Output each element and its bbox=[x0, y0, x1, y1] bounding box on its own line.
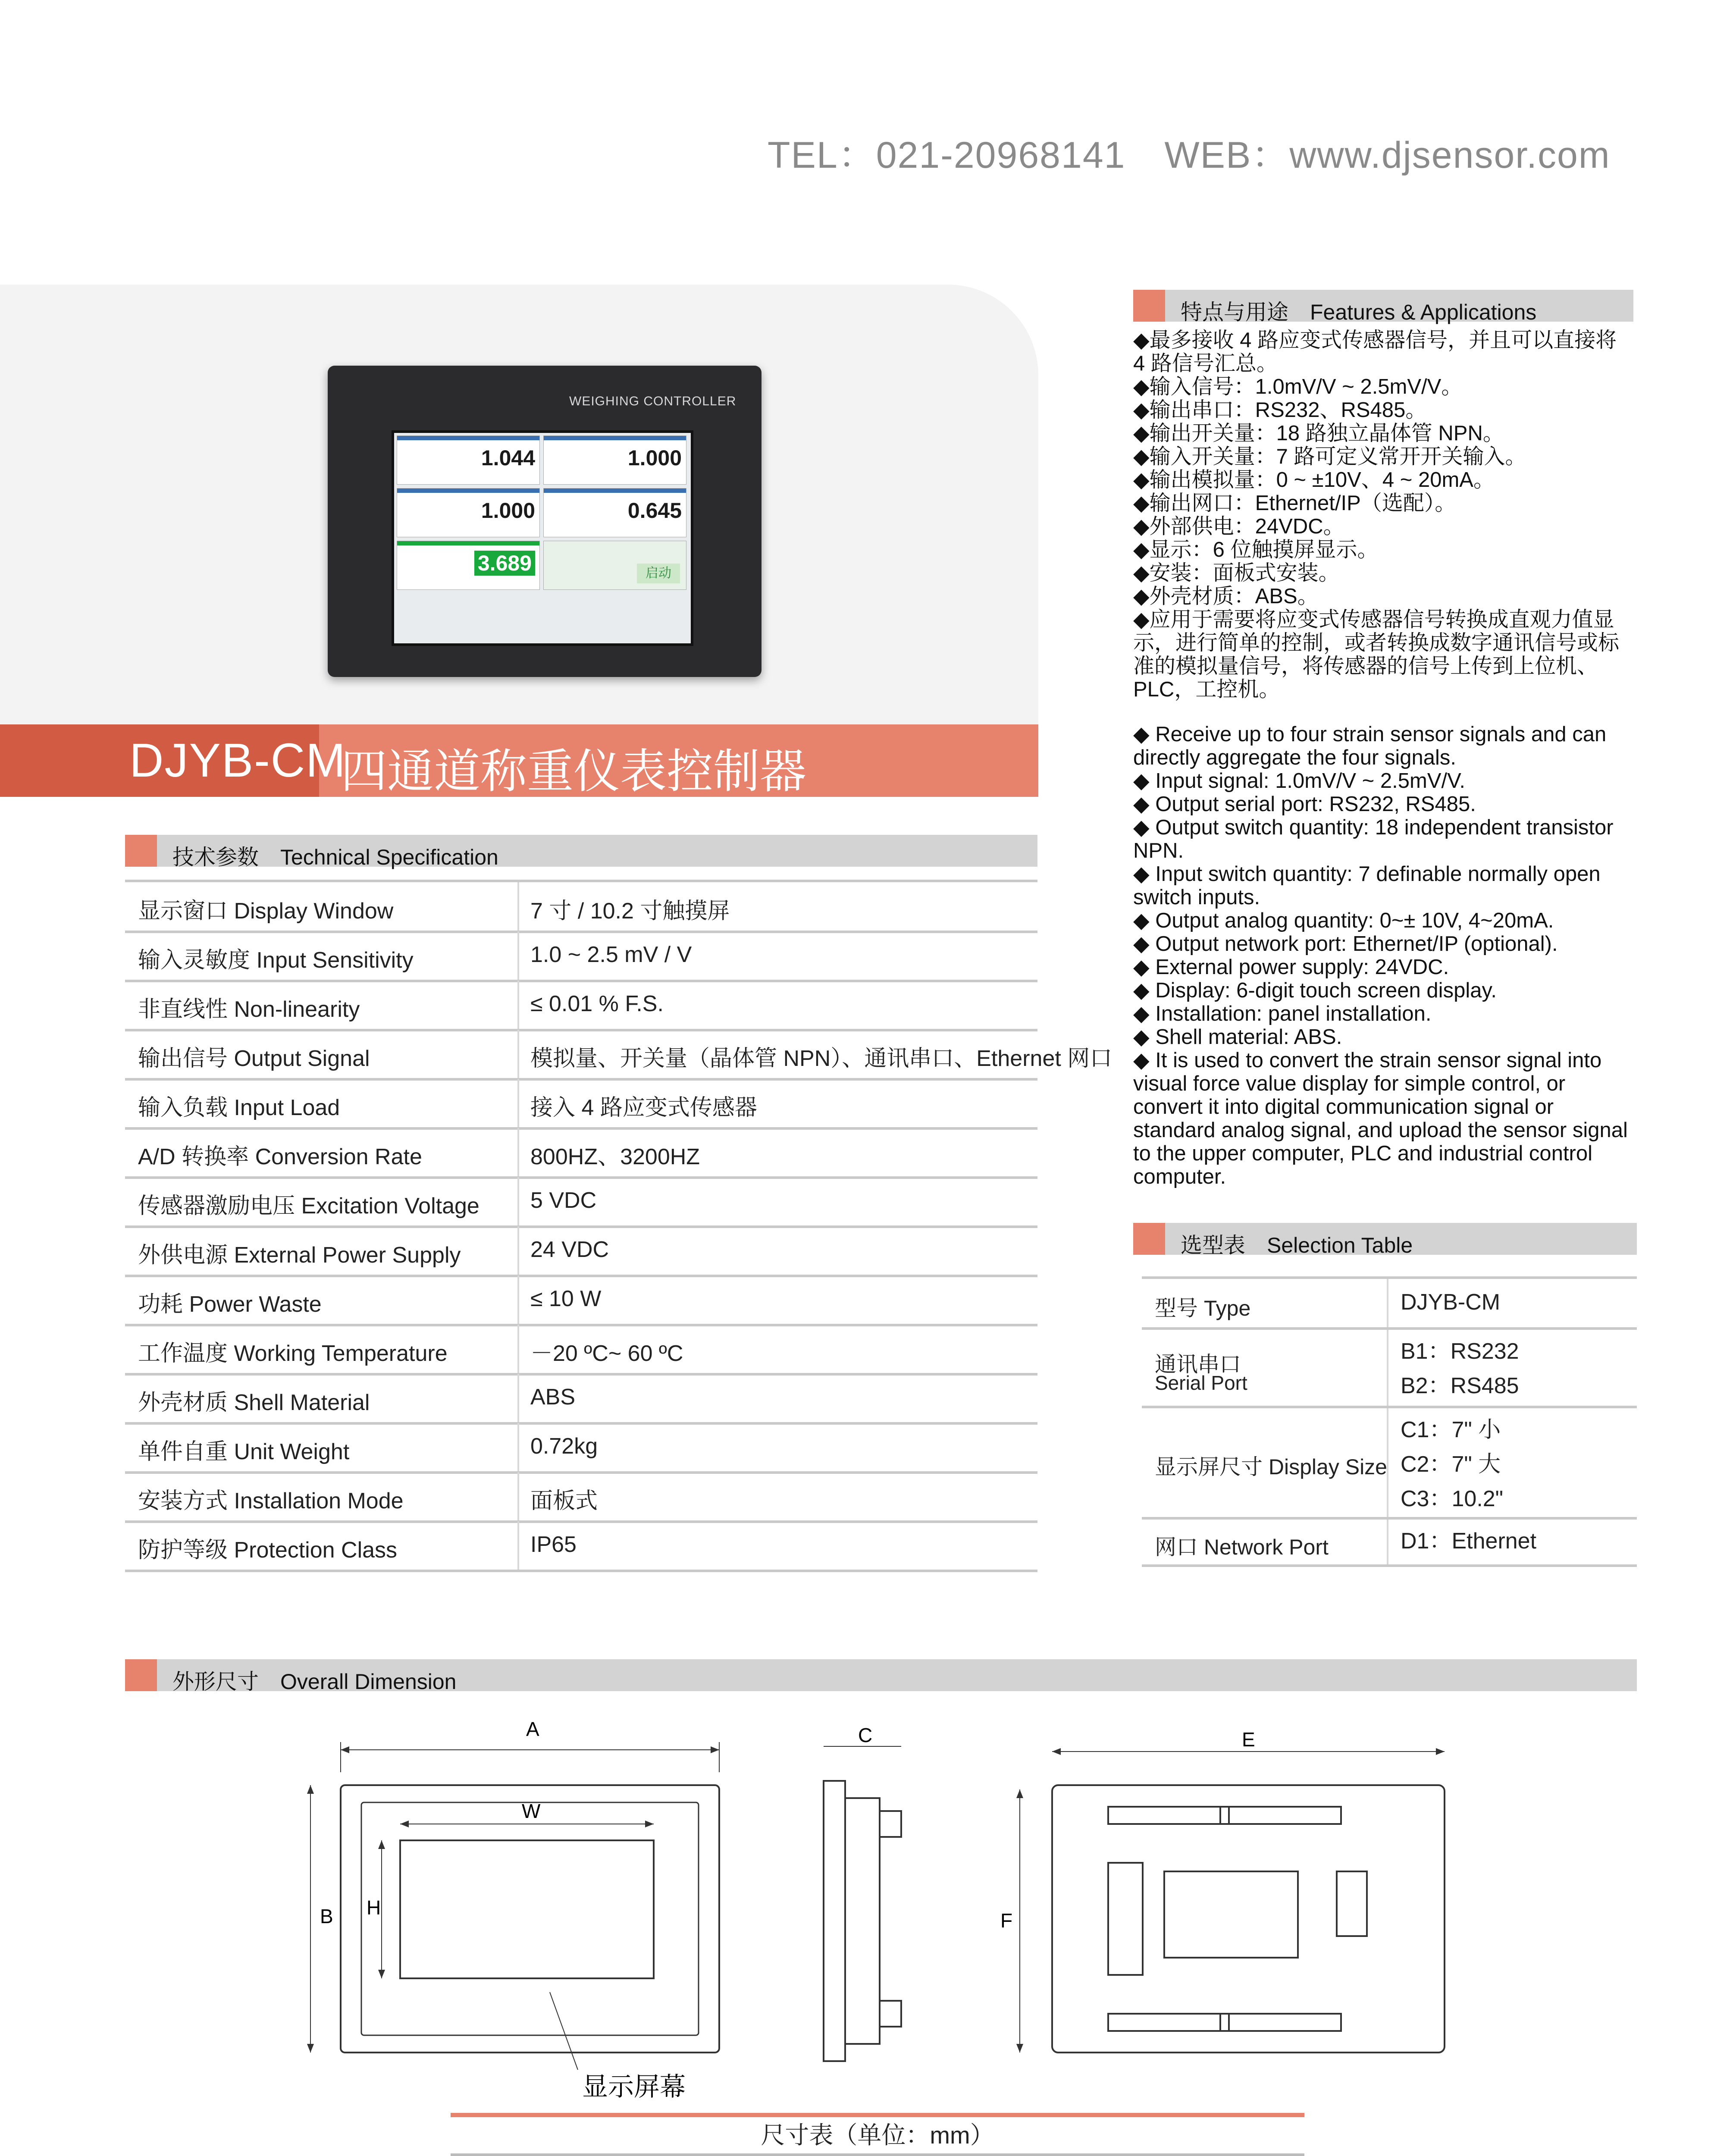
spec-row bbox=[125, 1128, 1037, 1179]
spec-key: 传感器激励电压 Excitation Voltage bbox=[138, 1194, 479, 1219]
dimension-table bbox=[451, 2113, 1304, 2156]
feature-en-item: ◆ Display: 6-digit touch screen display. bbox=[1133, 979, 1497, 1002]
features-cn bbox=[1133, 329, 1633, 701]
feature-cn-item: ◆外壳材质：ABS。 bbox=[1133, 585, 1319, 608]
tech-spec-header bbox=[125, 835, 1037, 867]
rear-view-outline bbox=[1052, 1785, 1445, 2053]
reading-tile bbox=[397, 488, 540, 537]
tech-spec-title: 技术参数 Technical Specification bbox=[172, 845, 498, 869]
spec-row bbox=[125, 1325, 1037, 1376]
spec-key: 工作温度 Working Temperature bbox=[138, 1341, 448, 1366]
spec-value: ≤ 0.01 % F.S. bbox=[530, 991, 664, 1016]
feature-en-item: ◆ Output analog quantity: 0~± 10V, 4~20mA. bbox=[1133, 909, 1554, 932]
front-view-screen bbox=[400, 1840, 654, 1978]
selection-row bbox=[1142, 1408, 1637, 1520]
reading-tile bbox=[397, 541, 540, 590]
feature-cn-item: ◆外部供电：24VDC。 bbox=[1133, 515, 1344, 538]
spec-key: 安装方式 Installation Mode bbox=[138, 1489, 404, 1514]
spec-key: 输入灵敏度 Input Sensitivity bbox=[138, 948, 414, 973]
selection-row bbox=[1142, 1520, 1637, 1567]
selection-value: DJYB-CM bbox=[1401, 1290, 1501, 1315]
terminal-block bbox=[1108, 2014, 1229, 2031]
spec-row bbox=[125, 1423, 1037, 1474]
selection-key-en: Serial Port bbox=[1155, 1372, 1247, 1394]
feature-en-item: ◆ Output network port: Ethernet/IP (optional). bbox=[1133, 932, 1558, 956]
feature-cn-item: ◆显示：6 位触摸屏显示。 bbox=[1133, 538, 1379, 561]
spec-key: 防护等级 Protection Class bbox=[138, 1538, 398, 1563]
reading-value: 1.044 bbox=[481, 446, 535, 470]
terminal-block bbox=[1108, 1807, 1229, 1824]
product-name: 四通道称重仪表控制器 bbox=[341, 745, 807, 797]
side-view-body bbox=[845, 1798, 880, 2044]
selection-row bbox=[1142, 1279, 1637, 1330]
reading-value: 3.689 bbox=[474, 551, 535, 576]
spec-key: 输入负载 Input Load bbox=[138, 1095, 340, 1120]
spec-key: 非直线性 Non-linearity bbox=[138, 997, 360, 1022]
spec-row bbox=[125, 1030, 1112, 1081]
spec-row bbox=[125, 1472, 1037, 1523]
feature-cn-item: ◆安装：面板式安装。 bbox=[1133, 561, 1340, 585]
feature-cn-item: ◆输出开关量：18 路独立晶体管 NPN。 bbox=[1133, 422, 1504, 445]
label-E: E bbox=[1242, 1728, 1255, 1751]
spec-value: ≤ 10 W bbox=[530, 1286, 602, 1311]
start-button: 启动 bbox=[637, 564, 680, 583]
reading-tile bbox=[543, 488, 686, 537]
contact-info bbox=[768, 125, 1611, 179]
side-view-outline bbox=[824, 1781, 845, 2061]
selection-value: B2：RS485 bbox=[1401, 1373, 1519, 1398]
label-H: H bbox=[367, 1896, 381, 1919]
feature-en-item: ◆ Output serial port: RS232, RS485. bbox=[1133, 793, 1476, 816]
label-B: B bbox=[320, 1905, 333, 1927]
button-panel bbox=[543, 541, 686, 590]
label-F: F bbox=[1000, 1909, 1013, 1932]
spec-value: 面板式 bbox=[530, 1489, 598, 1514]
rear-label-area bbox=[1164, 1871, 1298, 1958]
selection-value: C2：7" 大 bbox=[1401, 1452, 1501, 1477]
spec-value: 0.72kg bbox=[530, 1434, 598, 1459]
spec-key: 显示窗口 Display Window bbox=[138, 899, 394, 924]
dimension-title: 外形尺寸 Overall Dimension bbox=[172, 1670, 457, 1694]
feature-cn-item: ◆输出网口：Ethernet/IP（选配）。 bbox=[1133, 492, 1456, 515]
reading-value: 0.645 bbox=[627, 498, 682, 523]
selection-header bbox=[1133, 1223, 1637, 1255]
spec-key: 功耗 Power Waste bbox=[138, 1292, 322, 1317]
label-A: A bbox=[526, 1718, 539, 1740]
spec-value: 模拟量、开关量（晶体管 NPN）、通讯串口、Ethernet 网口 bbox=[530, 1046, 1112, 1071]
features-en bbox=[1133, 723, 1633, 1188]
reading-tile bbox=[397, 436, 540, 485]
label-W: W bbox=[522, 1800, 541, 1822]
feature-cn-item: ◆输入信号：1.0mV/V ~ 2.5mV/V。 bbox=[1133, 375, 1463, 398]
selection-value: C3：10.2" bbox=[1401, 1486, 1504, 1511]
front-view-outline bbox=[341, 1785, 719, 2053]
reading-value: 1.000 bbox=[481, 498, 535, 523]
feature-en-item: ◆ Installation: panel installation. bbox=[1133, 1002, 1432, 1025]
reading-tile bbox=[543, 436, 686, 485]
feature-en-item: ◆ Input switch quantity: 7 definable normally open switch inputs. bbox=[1133, 862, 1601, 909]
selection-row bbox=[1142, 1330, 1637, 1408]
device-photo bbox=[328, 366, 761, 677]
spec-row bbox=[125, 1079, 1037, 1130]
selection-value: C1：7" 小 bbox=[1401, 1417, 1501, 1442]
spec-row bbox=[125, 1177, 1037, 1228]
selection-value: B1：RS232 bbox=[1401, 1339, 1519, 1364]
spec-value: 5 VDC bbox=[530, 1188, 597, 1213]
selection-key: 通讯串口 bbox=[1155, 1352, 1241, 1376]
spec-value: IP65 bbox=[530, 1532, 577, 1557]
spec-value: ABS bbox=[530, 1385, 576, 1410]
spec-row bbox=[125, 931, 1037, 982]
feature-cn-item: ◆最多接收 4 路应变式传感器信号，并且可以直接将 4 路信号汇总。 bbox=[1133, 329, 1617, 375]
spec-row bbox=[125, 882, 1037, 933]
selection-key: 网口 Network Port bbox=[1155, 1535, 1329, 1559]
spec-key: 输出信号 Output Signal bbox=[138, 1046, 370, 1071]
spec-value: 24 VDC bbox=[530, 1237, 609, 1262]
feature-en-item: ◆ Output switch quantity: 18 independent transistor NPN. bbox=[1133, 816, 1614, 862]
spec-key: 外供电源 External Power Supply bbox=[138, 1243, 461, 1268]
spec-row bbox=[125, 1521, 1037, 1572]
dimension-header bbox=[125, 1659, 1637, 1694]
tel-text: TEL：021-20968141 bbox=[768, 135, 1126, 176]
spec-value: 接入 4 路应变式传感器 bbox=[530, 1095, 757, 1120]
feature-en-item: ◆ Input signal: 1.0mV/V ~ 2.5mV/V. bbox=[1133, 769, 1465, 793]
selection-key: 显示屏尺寸 Display Size bbox=[1155, 1455, 1387, 1479]
spec-row bbox=[125, 1374, 1037, 1425]
spec-value: 800HZ、3200HZ bbox=[530, 1144, 700, 1169]
spec-value: －20 ºC~ 60 ºC bbox=[530, 1341, 683, 1366]
feature-en-item: ◆ Receive up to four strain sensor signals and can directly aggregate the four signals. bbox=[1133, 723, 1607, 769]
device-label: WEIGHING CONTROLLER bbox=[569, 394, 736, 408]
spec-row bbox=[125, 1275, 1037, 1326]
reading-value: 1.000 bbox=[627, 446, 682, 470]
spec-row bbox=[125, 981, 1037, 1031]
dimension-drawings bbox=[302, 1716, 1595, 2104]
selection-title: 选型表 Selection Table bbox=[1181, 1233, 1413, 1257]
features-header bbox=[1133, 290, 1633, 322]
label-screen: 显示屏幕 bbox=[582, 2072, 686, 2101]
feature-cn-item: ◆应用于需要将应变式传感器信号转换成直观力值显示，进行简单的控制，或者转换成数字通讯信号或标准的模拟量信号，将传感器的信号上传到上位机、PLC，工控机。 bbox=[1133, 608, 1620, 701]
features-title: 特点与用途 Features & Applications bbox=[1181, 300, 1537, 324]
device-screen bbox=[392, 430, 693, 646]
feature-cn-item: ◆输入开关量：7 路可定义常开开关输入。 bbox=[1133, 445, 1526, 468]
selection-value: D1：Ethernet bbox=[1401, 1529, 1537, 1554]
front-view-bezel bbox=[361, 1802, 699, 2035]
feature-cn-item: ◆输出模拟量：0 ~ ±10V、4 ~ 20mA。 bbox=[1133, 468, 1495, 492]
spec-row bbox=[125, 1226, 1037, 1277]
feature-en-item: ◆ Shell material: ABS. bbox=[1133, 1025, 1342, 1049]
web-text: WEB：www.djsensor.com bbox=[1164, 135, 1611, 176]
dimension-table-title: 尺寸表（单位：mm） bbox=[451, 2117, 1304, 2155]
label-C: C bbox=[858, 1724, 873, 1746]
spec-value: 1.0 ~ 2.5 mV / V bbox=[530, 942, 692, 967]
terminal-block bbox=[1220, 2014, 1341, 2031]
spec-key: 单件自重 Unit Weight bbox=[138, 1439, 350, 1464]
spec-key: A/D 转换率 Conversion Rate bbox=[138, 1144, 422, 1169]
feature-en-item: ◆ It is used to convert the strain sensor signal into visual force value display for simple control, or convert it into digital communication signal or standard analog signal, and upload the sensor signal to the upper computer, PLC and industrial control computer. bbox=[1133, 1049, 1628, 1188]
feature-cn-item: ◆输出串口：RS232、RS485。 bbox=[1133, 398, 1427, 422]
model-title: DJYB-CM bbox=[129, 734, 346, 787]
feature-en-item: ◆ External power supply: 24VDC. bbox=[1133, 956, 1449, 979]
spec-value: 7 寸 / 10.2 寸触摸屏 bbox=[530, 899, 730, 924]
selection-key: 型号 Type bbox=[1155, 1296, 1251, 1320]
spec-key: 外壳材质 Shell Material bbox=[138, 1390, 370, 1415]
terminal-block bbox=[1220, 1807, 1341, 1824]
